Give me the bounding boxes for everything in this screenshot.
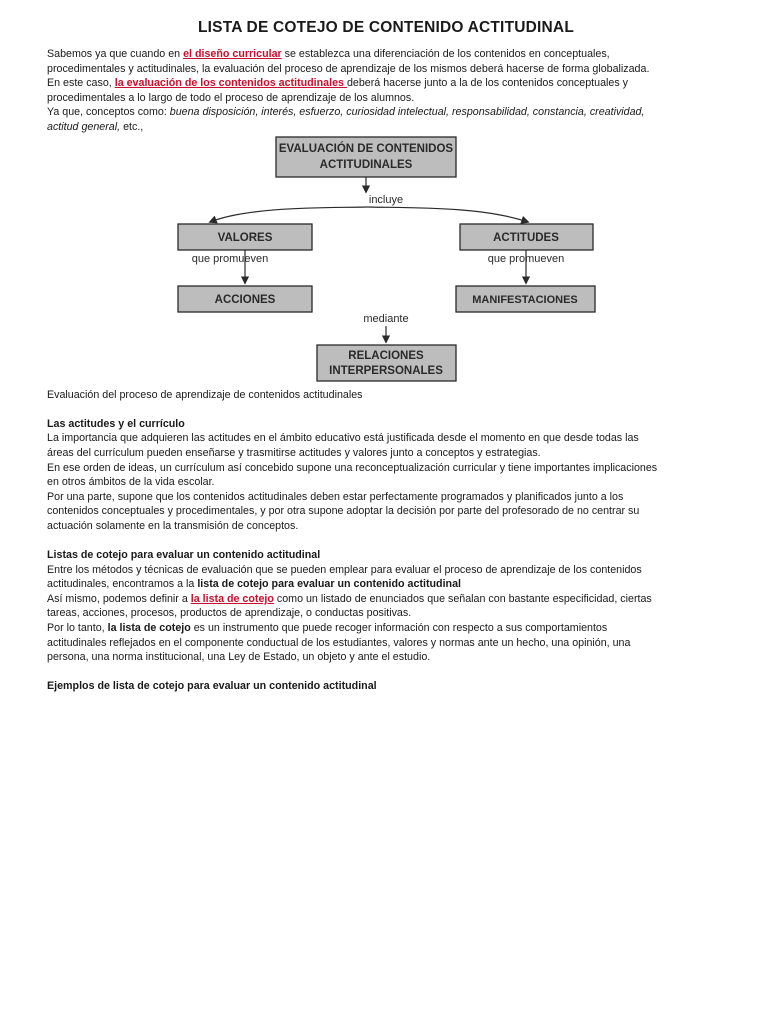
label-mediante: mediante xyxy=(363,313,409,325)
label-promueven-left: que promueven xyxy=(191,253,269,265)
link-diseno-curricular[interactable]: el diseño curricular xyxy=(183,48,282,60)
box-evaluacion-line2: ACTITUDINALES xyxy=(319,159,413,171)
diagram-caption: Evaluación del proceso de aprendizaje de contenidos actitudinales xyxy=(47,388,363,401)
arrow-to-valores xyxy=(210,207,366,222)
box-valores-label: VALORES xyxy=(217,232,273,244)
box-manifestaciones-label: MANIFESTACIONES xyxy=(472,294,578,306)
section-heading: Ejemplos de lista de cotejo para evaluar un contenido actitudinal xyxy=(47,680,377,693)
page-title: LISTA DE COTEJO DE CONTENIDO ACTITUDINAL xyxy=(198,19,574,36)
link-lista-cotejo[interactable]: la lista de cotejo xyxy=(190,592,274,605)
section-heading: Las actitudes y el currículo xyxy=(47,417,185,430)
label-incluye: incluye xyxy=(368,194,404,206)
section-ejemplos xyxy=(47,679,725,694)
section-actitudes-curriculo: Las actitudes y el currículo La importancia que adquieren las actitudes en el ámbito educativo está justificada desde el momento en que desde todas las áreas del currículum pueden enseñarse y trasmitirse actitudes y valores junto a conceptos y estrategias. En ese orden de ideas, un currículum así concebido supone una reconceptualización curricular y tiene importantes implicaciones en otros ámbitos de la vida escolar. Por una parte, supone que los contenidos actitudinales deben estar perfectamente programados y planificados junto a los contenidos conceptuales y procedimentales, y por otra supone adoptar la decisión por parte del profesorado de no centrar su actuación solamente en la transmisión de conceptos. xyxy=(47,417,725,534)
box-relaciones-line1: RELACIONES xyxy=(348,350,424,362)
section-heading: Listas de cotejo para evaluar un contenido actitudinal xyxy=(47,549,321,562)
box-evaluacion-line1: EVALUACIÓN DE CONTENIDOS xyxy=(278,143,454,155)
section-listas-cotejo: Listas de cotejo para evaluar un contenido actitudinal Entre los métodos y técnicas de evaluación que se pueden emplear para evaluar el proceso de aprendizaje de los contenidos actitudinales, encontramos a la lista de cotejo para evaluar un contenido actitudinal Así mismo, podemos definir a la lista de cotejo como un listado de enunciados que señalan con bastante especificidad, ciertas tareas, acciones, procesos, productos de aprendizaje, o conductas positivas. Por lo tanto, la lista de cotejo es un instrumento que puede recoger información con respecto a sus comportamientos actitudinales reflejados en el componente conductual de los estudiantes, valores y normas ante un hecho, una opinión, una persona, una norma institucional, una Ley de Estado, un objeto y ante el estudio. xyxy=(47,548,725,665)
label-promueven-right: que promueven xyxy=(487,253,565,265)
arrow-to-actitudes xyxy=(366,207,528,222)
intro-paragraph: Sabemos ya que cuando en el diseño curricular se establezca una diferenciación de los contenidos en conceptuales, procedimentales y actitudinales, la evaluación del proceso de aprendizaje de los mismos deberá hacerse de forma globalizada. En este caso, la evaluación de los contenidos actitudinales deberá hacerse junto a la de los contenidos conceptuales y procedimentales a lo largo de todo el proceso de aprendizaje de los alumnos. Ya que, conceptos como: buena disposición, interés, esfuerzo, curiosidad intelectual, responsabilidad, constancia, creatividad, actitud general, etc., xyxy=(47,48,650,133)
link-evaluacion-contenidos[interactable]: la evaluación de los contenidos actitudinales xyxy=(114,77,347,90)
box-relaciones-line2: INTERPERSONALES xyxy=(329,365,443,377)
box-acciones-label: ACCIONES xyxy=(214,294,276,306)
box-actitudes-label: ACTITUDES xyxy=(493,232,559,244)
concept-diagram xyxy=(130,136,600,386)
